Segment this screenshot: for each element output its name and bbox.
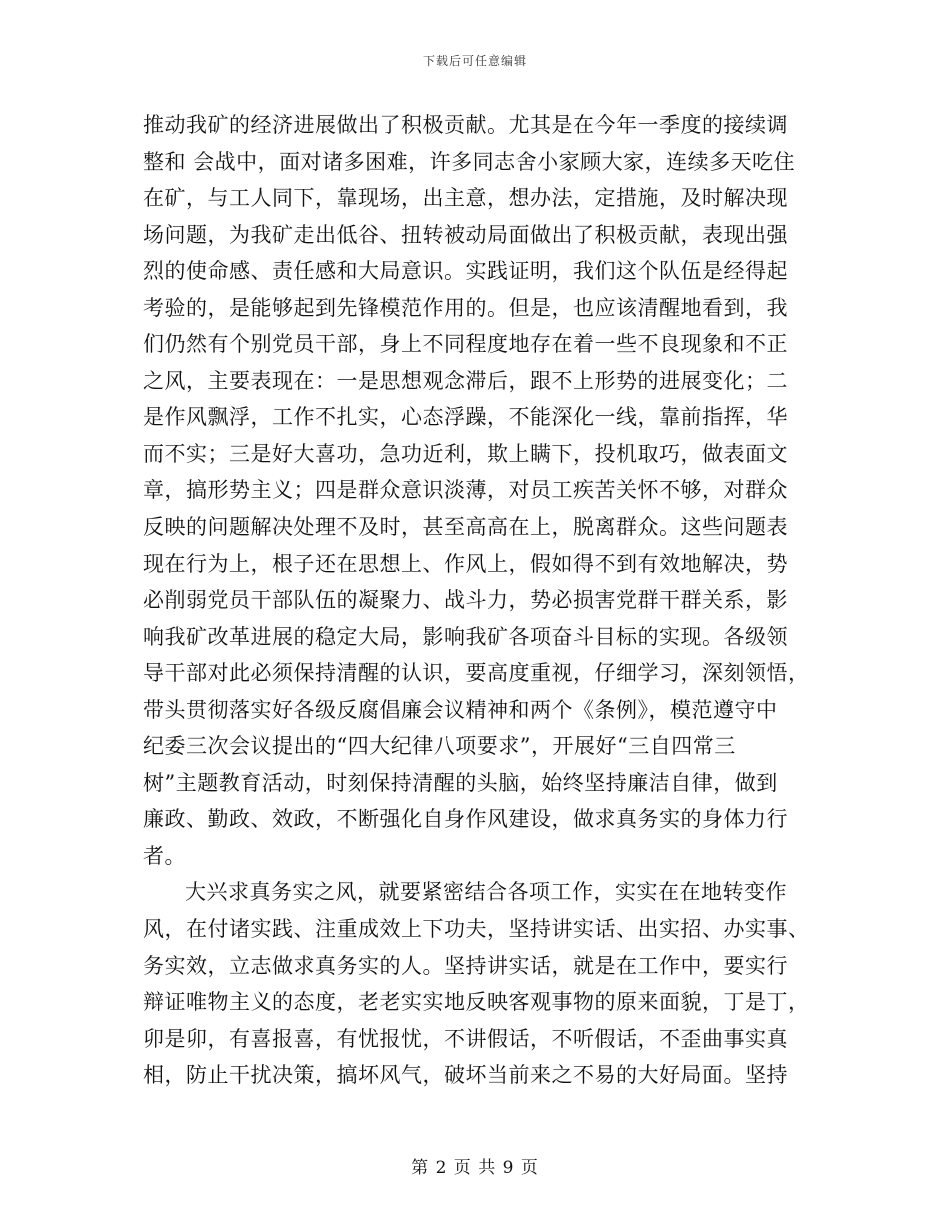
text-line: 风，在付诸实践、注重成效上下功夫，坚持讲实话、出实招、办实事、 (143, 917, 810, 942)
text-line: 是作风飘浮，工作不扎实，心态浮躁，不能深化一线，靠前指挥，华 (143, 405, 788, 430)
text-line: 卯是卯，有喜报喜，有忧报忧，不讲假话，不听假话，不歪曲事实真 (143, 1026, 788, 1051)
paragraph-first-line: 大兴求真务实之风，就要紧密结合各项工作，实实在在地转变作 (185, 880, 787, 905)
text-line: 在矿，与工人同下，靠现场，出主意，想办法，定措施，及时解决现 (143, 186, 788, 211)
text-line: 之风，主要表现在：一是思想观念滞后，跟不上形势的进展变化；二 (143, 368, 788, 393)
page-header-note: 下载后可任意编辑 (422, 54, 527, 68)
text-line: 而不实；三是好大喜功，急功近利，欺上瞒下，投机取巧，做表面文 (143, 441, 788, 466)
text-line: 树”主题教育活动，时刻保持清醒的头脑，始终坚持廉洁自律，做到 (143, 770, 778, 795)
text-line: 带头贯彻落实好各级反腐倡廉会议精神和两个《条例》，模范遵守中 (143, 697, 778, 722)
text-line: 辩证唯物主义的态度，老老实实地反映客观事物的原来面貌，丁是丁， (143, 990, 810, 1015)
text-line: 整和 会战中，面对诸多困难，许多同志舍小家顾大家，连续多天吃住 (143, 149, 796, 174)
text-line: 推动我矿的经济进展做出了积极贡献。尤其是在今年一季度的接续调 (143, 113, 788, 137)
text-line: 相，防止干扰决策，搞坏风气，破坏当前来之不易的大好局面。坚持 (143, 1063, 788, 1088)
text-line: 响我矿改革进展的稳定大局，影响我矿各项奋斗目标的实现。各级领 (143, 624, 788, 649)
text-line: 廉政、勤政、效政，不断强化自身作风建设，做求真务实的身体力行 (143, 807, 788, 832)
text-line: 反映的问题解决处理不及时，甚至高高在上，脱离群众。这些问题表 (143, 515, 788, 540)
page-number-footer: 第 2 页 共 9 页 (411, 1158, 539, 1178)
text-line: 烈的使命感、责任感和大局意识。实践证明，我们这个队伍是经得起 (143, 259, 788, 284)
text-line: 务实效，立志做求真务实的人。坚持讲实话，就是在工作中，要实行 (143, 953, 788, 978)
text-line: 章，搞形势主义；四是群众意识淡薄，对员工疾苦关怀不够，对群众 (143, 478, 788, 503)
text-line: 必削弱党员干部队伍的凝聚力、战斗力，势必损害党群干群关系，影 (143, 588, 788, 613)
document-body (143, 107, 813, 1094)
text-line: 现在行为上，根子还在思想上、作风上，假如得不到有效地解决，势 (143, 551, 788, 576)
text-line: 纪委三次会议提出的“四大纪律八项要求”，开展好“三自四常三 (143, 734, 736, 759)
text-line: 考验的，是能够起到先锋模范作用的。但是，也应该清醒地看到，我 (143, 295, 788, 320)
text-line: 们仍然有个别党员干部，身上不同程度地存在着一些不良现象和不正 (143, 332, 788, 357)
text-line: 场问题，为我矿走出低谷、扭转被动局面做出了积极贡献，表现出强 (143, 222, 788, 247)
text-line: 者。 (143, 843, 186, 868)
text-line: 导干部对此必须保持清醒的认识，要高度重视，仔细学习，深刻领悟， (143, 661, 810, 686)
